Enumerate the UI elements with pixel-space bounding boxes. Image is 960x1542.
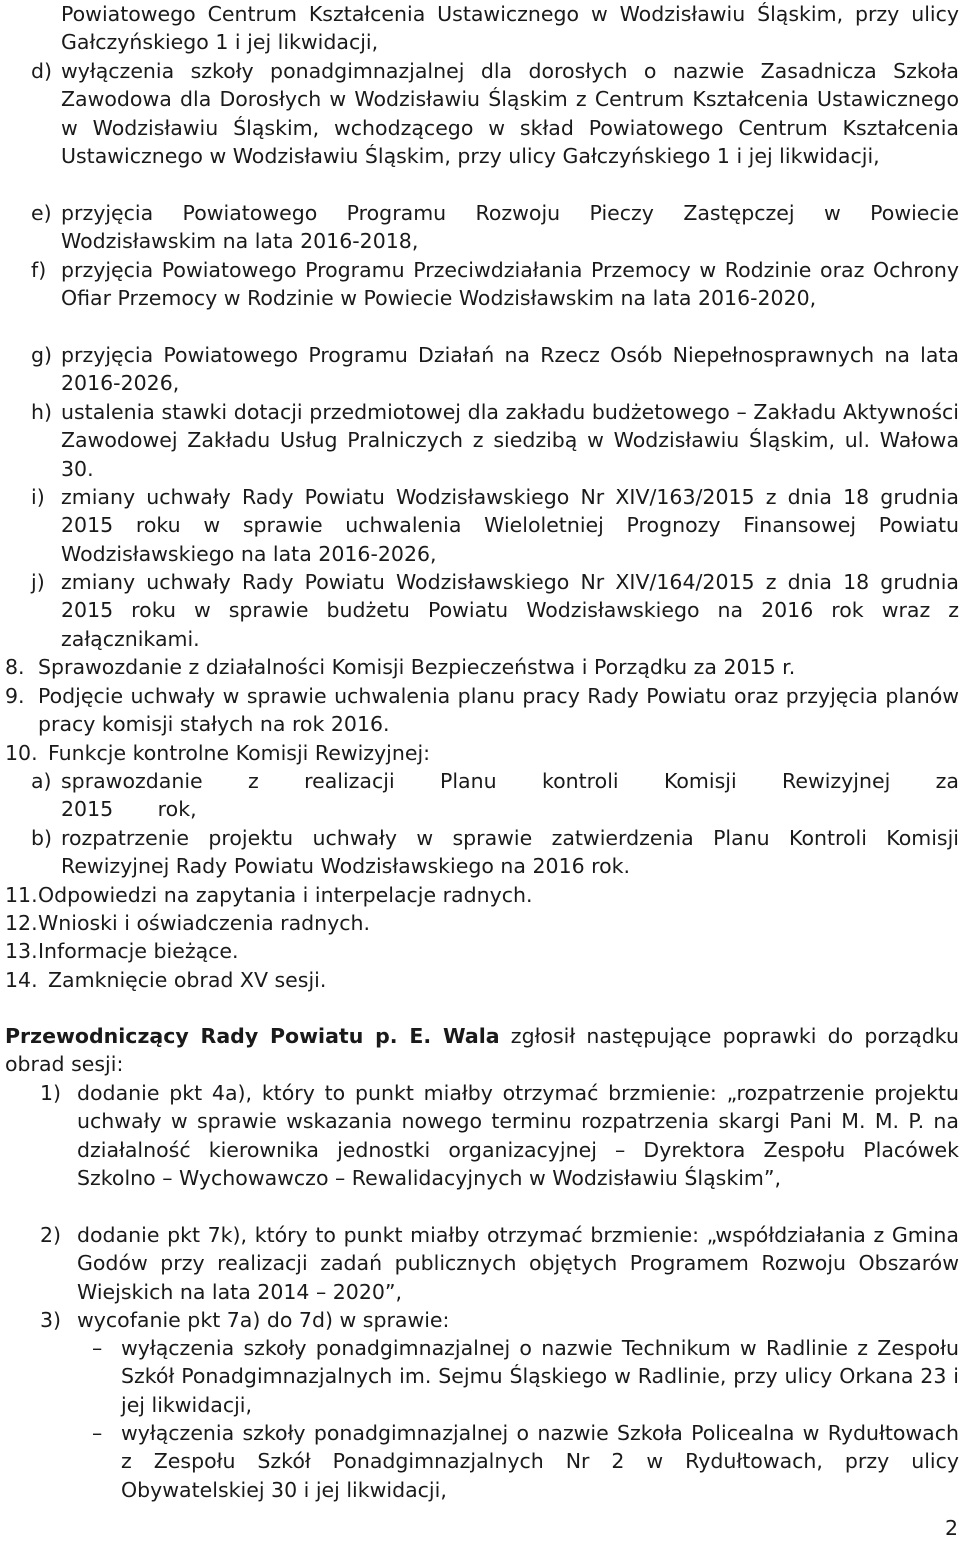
amendment-text: dodanie pkt 7k), który to punkt miałby otrzymać brzmienie: „współdziałania z Gmina Godów przy realizacji zadań publicznych objętych Programem Rozwoju Obszarów Wiejskich na lata 2014 – 2020”, (77, 1223, 959, 1304)
list-item-9 (38, 682, 959, 739)
list-item-a (61, 767, 959, 824)
list-item-text: sprawozdanie z realizacji Planu kontroli Komisji Rewizyjnej za 2015 rok, (61, 769, 959, 822)
list-item-i (61, 483, 959, 568)
list-item-b (61, 824, 959, 881)
sub-item-text: wyłączenia szkoły ponadgimnazjalnej o nazwie Technikum w Radlinie z Zespołu Szkół Ponadgimnazjalnych im. Sejmu Śląskiego w Radlinie, przy ulicy Orkana 23 i jej likwidacji, (121, 1336, 959, 1417)
list-item-label: 8. (5, 655, 25, 679)
list-item-j (61, 568, 959, 653)
list-item-label: i) (31, 485, 45, 509)
list-item-label: 12. (5, 911, 38, 935)
list-item-g (61, 341, 959, 398)
list-item-label: g) (31, 343, 53, 367)
paragraph-text: zgłosił następujące poprawki do porządku obrad sesji: (5, 1024, 959, 1077)
list-item-text: Wnioski i oświadczenia radnych. (38, 911, 371, 935)
list-item-label: e) (31, 201, 52, 225)
list-item-label: 14. (5, 968, 38, 992)
amendment-text: wycofanie pkt 7a) do 7d) w sprawie: (77, 1308, 450, 1332)
list-item-text: zmiany uchwały Rady Powiatu Wodzisławskiego Nr XIV/163/2015 z dnia 18 grudnia 2015 roku w sprawie uchwalenia Wieloletniej Prognozy Finansowej Powiatu Wodzisławskiego na lata 2016-2026, (61, 485, 959, 566)
amendment-item-3 (77, 1306, 959, 1334)
list-item-text: rozpatrzenie projektu uchwały w sprawie zatwierdzenia Planu Kontroli Komisji Rewizyjnej Rady Powiatu Wodzisławskiego na 2016 rok. (61, 826, 959, 879)
amendment-text: dodanie pkt 4a), który to punkt miałby otrzymać brzmienie: „rozpatrzenie projektu uchwały w sprawie wskazania nowego terminu rozpatrzenia skargi Pani M. M. P. na działalność kierownika jednostki organizacyjnej – Dyrektora Zespołu Placówek Szkolno – Wychowawczo – Rewalidacyjnych w Wodzisławiu Śląskim”, (77, 1081, 959, 1191)
amendment-item-1 (77, 1079, 959, 1193)
list-item-11 (38, 881, 959, 909)
list-item-10 (48, 739, 959, 767)
list-item-text: przyjęcia Powiatowego Programu Przeciwdziałania Przemocy w Rodzinie oraz Ochrony Ofiar Przemocy w Rodzinie w Powiecie Wodzisławskim na lata 2016-2020, (61, 258, 959, 311)
list-item-text: wyłączenia szkoły ponadgimnazjalnej dla dorosłych o nazwie Zasadnicza Szkoła Zawodowa dla Dorosłych w Wodzisławiu Śląskim z Centrum Kształcenia Ustawicznego w Wodzisławiu Śląskim, wchodzącego w skład Powiatowego Centrum Kształcenia Ustawicznego w Wodzisławiu Śląskim, przy ulicy Gałczyńskiego 1 i jej likwidacji, (61, 59, 959, 169)
list-item-text: Sprawozdanie z działalności Komisji Bezpieczeństwa i Porządku za 2015 r. (38, 655, 796, 679)
speaker-name: Przewodniczący Rady Powiatu p. E. Wala (5, 1024, 500, 1048)
list-item-h (61, 398, 959, 483)
list-item-text: Funkcje kontrolne Komisji Rewizyjnej: (48, 741, 431, 765)
list-item-label: 10. (5, 741, 38, 765)
list-item-text: Informacje bieżące. (38, 939, 239, 963)
list-item-label: h) (31, 400, 52, 424)
list-item-d (61, 57, 959, 171)
list-item-e (61, 199, 959, 256)
list-item-f (61, 256, 959, 313)
list-item-text: Zamknięcie obrad XV sesji. (48, 968, 327, 992)
list-item-text: przyjęcia Powiatowego Programu Działań na Rzecz Osób Niepełnosprawnych na lata 2016-2026, (61, 343, 959, 396)
amendment-label: 2) (40, 1223, 62, 1247)
list-item-text: przyjęcia Powiatowego Programu Rozwoju Pieczy Zastępczej w Powiecie Wodzisławskim na lata 2016-2018, (61, 201, 959, 254)
list-item-text: zmiany uchwały Rady Powiatu Wodzisławskiego Nr XIV/164/2015 z dnia 18 grudnia 2015 roku w sprawie budżetu Powiatu Wodzisławskiego na 2016 rok wraz z załącznikami. (61, 570, 959, 651)
dash-bullet: – (92, 1336, 103, 1360)
list-item-label: 11. (5, 883, 38, 907)
list-item-continuation (61, 0, 959, 57)
list-item-14 (48, 966, 959, 994)
sub-item-2 (121, 1419, 959, 1504)
list-item-text: ustalenia stawki dotacji przedmiotowej dla zakładu budżetowego – Zakładu Aktywności Zawodowej Zakładu Usług Pralniczych z siedzibą w Wodzisławiu Śląskim, ul. Wałowa 30. (61, 400, 959, 481)
amendment-item-2 (77, 1221, 959, 1306)
sub-item-text: wyłączenia szkoły ponadgimnazjalnej o nazwie Szkoła Policealna w Rydułtowach z Zespołu Szkół Ponadgimnazjalnych Nr 2 w Rydułtowach, przy ulicy Obywatelskiej 30 i jej likwidacji, (121, 1421, 959, 1502)
sub-item-1 (121, 1334, 959, 1419)
list-item-12 (38, 909, 959, 937)
list-item-text: Odpowiedzi na zapytania i interpelacje radnych. (38, 883, 533, 907)
list-item-label: j) (31, 570, 45, 594)
list-item-8 (38, 653, 959, 681)
list-item-label: 9. (5, 684, 25, 708)
list-item-13 (38, 937, 959, 965)
list-item-label: f) (31, 258, 47, 282)
dash-bullet: – (92, 1421, 103, 1445)
amendment-paragraph (5, 1022, 959, 1079)
list-item-label: 13. (5, 939, 38, 963)
page-number: 2 (944, 1516, 958, 1540)
list-item-label: b) (31, 826, 53, 850)
list-item-text: Podjęcie uchwały w sprawie uchwalenia planu pracy Rady Powiatu oraz przyjęcia planów pracy komisji stałych na rok 2016. (38, 684, 959, 737)
amendment-label: 1) (40, 1081, 62, 1105)
list-item-label: d) (31, 59, 53, 83)
amendment-label: 3) (40, 1308, 62, 1332)
list-item-text: Powiatowego Centrum Kształcenia Ustawicznego w Wodzisławiu Śląskim, przy ulicy Gałczyńskiego 1 i jej likwidacji, (61, 2, 959, 55)
list-item-label: a) (31, 769, 52, 793)
